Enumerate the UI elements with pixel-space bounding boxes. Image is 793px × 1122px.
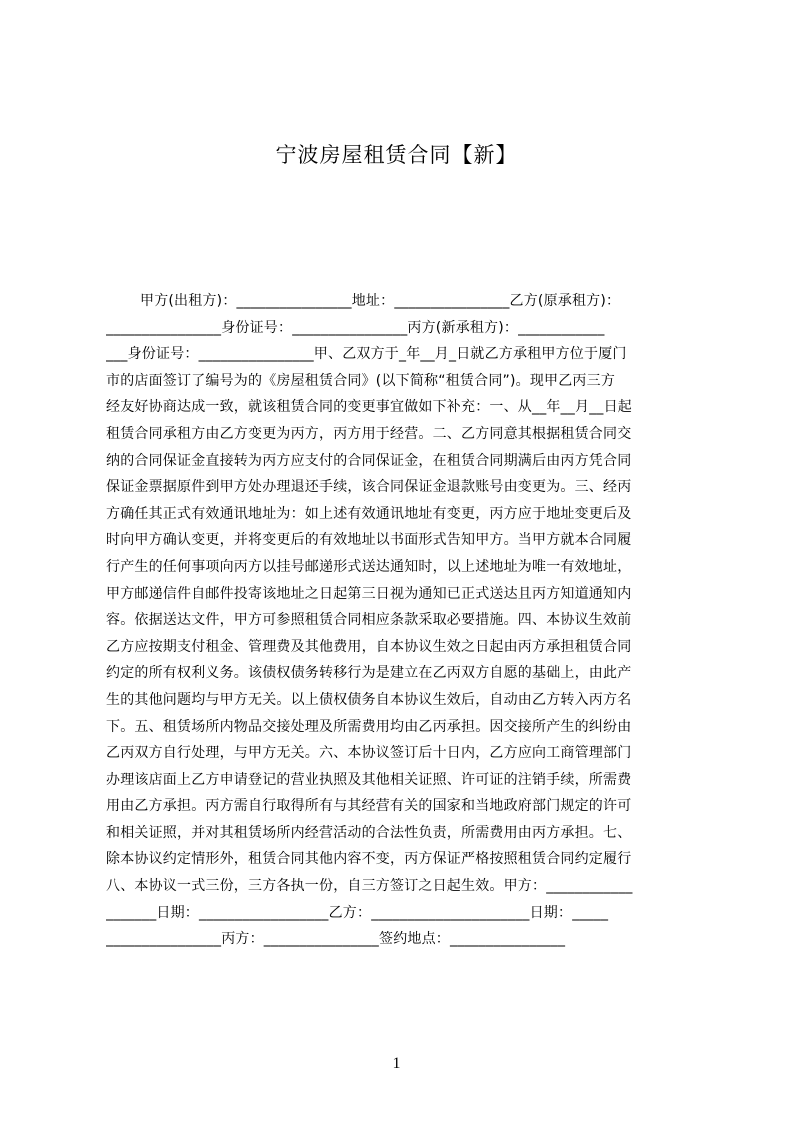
body-line: 办理该店面上乙方申请登记的营业执照及其他相关证照、许可证的注销手续，所需费 [106,771,632,788]
body-line: ___身份证号：________________甲、乙双方于_年__月_日就乙方承租甲方位于厦门 [106,346,627,363]
body-line: 经友好协商达成一致，就该租赁合同的变更事宜做如下补充：一、从__年__月__日起 [106,399,632,416]
body-line: 容。依据送达文件，甲方可参照租赁合同相应条款采取必要措施。四、本协议生效前 [106,612,632,629]
body-line: 乙方应按期支付租金、管理费及其他费用，自本协议生效之日起由丙方承担租赁合同 [106,638,632,655]
body-line: 租赁合同承租方由乙方变更为丙方，丙方用于经营。二、乙方同意其根据租赁合同交 [106,425,632,442]
body-line: _______日期：__________________乙方：______________________日期：_____ [106,904,609,921]
body-line: 下。五、租赁场所内物品交接处理及所需费用均由乙丙承担。因交接所产生的纠纷由 [106,718,632,735]
body-line: 市的店面签订了编号为的《房屋租赁合同》(以下简称“租赁合同”)。现甲乙丙三方 [106,372,616,389]
body-line: 和相关证照，并对其租赁场所内经营活动的合法性负责，所需费用由丙方承担。七、 [106,824,632,841]
body-line: 用由乙方承担。丙方需自行取得所有与其经营有关的国家和当地政府部门规定的许可 [106,798,632,815]
body-line: 除本协议约定情形外，租赁合同其他内容不变，丙方保证严格按照租赁合同约定履行 [106,851,632,868]
body-line: ________________丙方：________________签约地点：________________ [106,931,566,948]
body-line: 方确任其正式有效通讯地址为：如上述有效通讯地址有变更，丙方应于地址变更后及 [106,505,632,522]
body-line: 甲方(出租方)：________________地址：________________乙方(原承租方)： [140,293,621,309]
body-line: 乙丙双方自行处理，与甲方无关。六、本协议签订后十日内，乙方应向工商管理部门 [106,745,632,762]
body-line: 时向甲方确认变更，并将变更后的有效地址以书面形式告知甲方。当甲方就本合同履 [106,532,632,549]
contract-body [106,288,698,960]
page-number: 1 [392,1055,401,1072]
body-line: 生的其他问题均与甲方无关。以上债权债务自本协议生效后，自动由乙方转入丙方名 [106,691,632,708]
body-line: 八、本协议一式三份，三方各执一份，自三方签订之日起生效。甲方：____________ [106,878,633,895]
body-line: 约定的所有权利义务。该债权债务转移行为是建立在乙丙双方自愿的基础上，由此产 [106,665,632,682]
body-line: 保证金票据原件到甲方处办理退还手续，该合同保证金退款账号由变更为。三、经丙 [106,479,632,496]
body-line: 行产生的任何事项向丙方以挂号邮递形式送达通知时，以上述地址为唯一有效地址， [106,558,632,575]
document-title: 宁波房屋租赁合同【新】 [275,143,518,167]
body-line: ________________身份证号：________________丙方(新承租方)：____________ [106,319,605,336]
body-line: 甲方邮递信件自邮件投寄该地址之日起第三日视为通知已正式送达且丙方知道通知内 [106,585,632,602]
body-line: 纳的合同保证金直接转为丙方应支付的合同保证金，在租赁合同期满后由丙方凭合同 [106,452,632,469]
